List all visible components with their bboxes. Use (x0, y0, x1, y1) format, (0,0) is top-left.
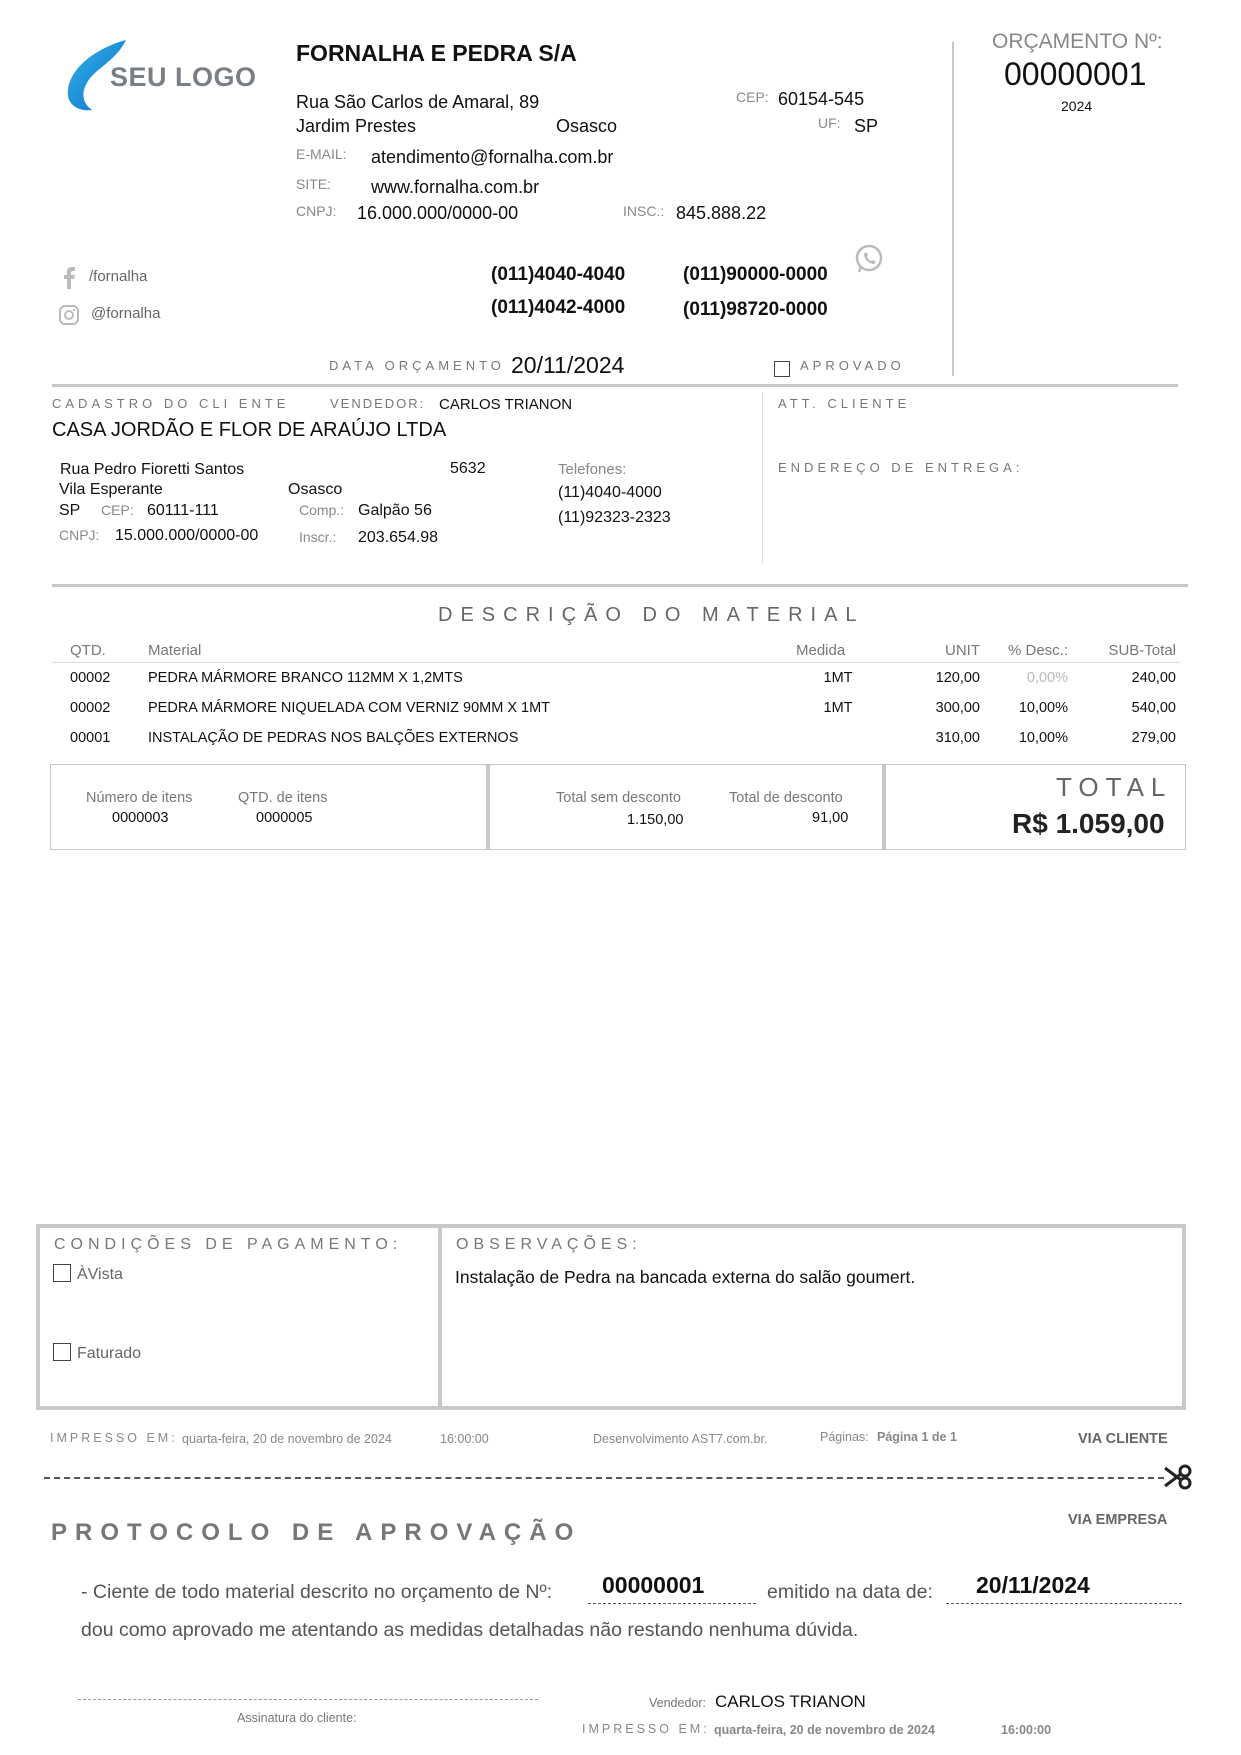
approved-checkbox[interactable] (774, 361, 790, 377)
company-site: www.fornalha.com.br (371, 177, 540, 197)
pages-label: Páginas: (820, 1430, 869, 1444)
quote-number-underline (588, 1603, 756, 1604)
protocol-line1-prefix: - Ciente de todo material descrito no orçamento de Nº: (81, 1581, 553, 1603)
qty-items: 0000005 (256, 810, 313, 826)
quote-number: 00000001 (1004, 56, 1147, 92)
client-cnpj: 15.000.000/0000-00 (115, 527, 259, 544)
total-discount: 91,00 (812, 810, 849, 826)
delivery-address-label: ENDEREÇO DE ENTREGA: (778, 460, 1024, 475)
scissors-icon (1163, 1464, 1193, 1490)
approved-label: APROVADO (800, 358, 905, 373)
client-name: CASA JORDÃO E FLOR DE ARAÚJO LTDA (52, 419, 447, 441)
col-qtd: QTD. (52, 638, 140, 663)
client-city: Osasco (288, 481, 343, 498)
logo-text: SEU LOGO (110, 62, 257, 92)
client-uf: SP (59, 502, 81, 519)
cell-desc: 10,00% (1018, 700, 1068, 716)
company-cep: 60154-545 (778, 89, 865, 109)
client-section-label: CADASTRO DO CLI ENTE (52, 396, 290, 411)
protocol-line2: dou como aprovado me atentando as medidas detalhadas não restando nenhuma dúvida. (81, 1619, 859, 1641)
payment-avista-label: ÀVista (77, 1266, 123, 1283)
protocol-seller-label: Vendedor: (649, 1696, 706, 1710)
observations-label: OBSERVAÇÕES: (456, 1236, 642, 1253)
company-email-label: E-MAIL: (296, 146, 347, 162)
materials-title: DESCRIÇÃO DO MATERIAL (438, 604, 865, 626)
col-subtotal: SUB-Total (1072, 638, 1180, 663)
col-unit: UNIT (884, 638, 984, 663)
client-phone-2: (11)92323-2323 (558, 509, 671, 526)
client-cep-label: CEP: (101, 502, 134, 518)
cell-medida (792, 723, 884, 753)
cell-desc: 0,00% (1026, 670, 1068, 686)
seller-label: VENDEDOR: (330, 396, 426, 411)
cut-line (44, 1477, 1164, 1479)
table-row (52, 693, 1180, 723)
total-label: TOTAL (1056, 772, 1173, 802)
payment-label: CONDIÇÕES DE PAGAMENTO: (54, 1236, 403, 1253)
pages-value: Página 1 de 1 (877, 1430, 957, 1444)
company-insc: 845.888.22 (676, 203, 767, 223)
qty-items-label: QTD. de itens (238, 790, 328, 806)
cell-material: INSTALAÇÃO DE PEDRAS NOS BALÇÕES EXTERNOS (148, 730, 519, 746)
company-instagram: @fornalha (91, 305, 161, 322)
printed-label: IMPRESSO EM: (50, 1431, 178, 1445)
protocol-printed-label: IMPRESSO EM: (582, 1722, 710, 1736)
company-facebook: /fornalha (89, 268, 148, 285)
client-cnpj-label: CNPJ: (59, 527, 100, 543)
total-no-discount-label: Total sem desconto (556, 790, 681, 806)
company-cnpj-label: CNPJ: (296, 203, 337, 219)
quote-date-label: DATA ORÇAMENTO (329, 358, 505, 373)
company-district: Jardim Prestes (296, 116, 417, 136)
header-divider (952, 42, 954, 376)
client-comp: Galpão 56 (358, 502, 432, 519)
via-cliente: VIA CLIENTE (1078, 1431, 1168, 1447)
col-material: Material (140, 638, 792, 663)
instagram-icon (58, 304, 80, 326)
observations-text: Instalação de Pedra na bancada externa do salão goumert. (455, 1267, 916, 1287)
client-inscr-label: Inscr.: (299, 529, 337, 545)
cell-qtd: 00002 (70, 670, 111, 686)
company-logo (66, 38, 266, 114)
client-number: 5632 (450, 460, 486, 477)
company-whatsapp-2: (011)98720-0000 (683, 299, 828, 320)
company-city: Osasco (556, 116, 618, 136)
materials-header-row (52, 638, 1180, 663)
table-row (52, 723, 1180, 753)
cell-unit: 120,00 (935, 670, 980, 686)
company-insc-label: INSC.: (623, 203, 665, 219)
client-address: Rua Pedro Fioretti Santos (60, 461, 245, 478)
company-site-label: SITE: (296, 176, 332, 192)
protocol-seller: CARLOS TRIANON (715, 1692, 866, 1711)
printed-date: quarta-feira, 20 de novembro de 2024 (182, 1432, 392, 1446)
header-rule (52, 384, 1178, 387)
company-uf-label: UF: (818, 115, 841, 131)
materials-table (52, 638, 1180, 753)
summary-divider-1 (486, 764, 490, 850)
col-desc: % Desc.: (984, 638, 1072, 663)
client-phone-1: (11)4040-4000 (558, 484, 662, 501)
cell-subtotal: 279,00 (1131, 730, 1176, 746)
payment-faturado-label: Faturado (77, 1345, 142, 1362)
company-name: FORNALHA E PEDRA S/A (296, 40, 577, 66)
company-phone-1: (011)4040-4040 (491, 264, 626, 285)
cell-medida: 1MT (823, 700, 853, 716)
total-discount-label: Total de desconto (729, 790, 843, 806)
table-row (52, 663, 1180, 694)
developer-credit: Desenvolvimento AST7.com.br. (593, 1432, 768, 1446)
facebook-icon (60, 267, 78, 289)
cell-medida: 1MT (823, 670, 853, 686)
payment-avista-checkbox[interactable] (53, 1264, 71, 1282)
company-phone-2: (011)4042-4000 (491, 297, 626, 318)
seller-name: CARLOS TRIANON (439, 396, 573, 413)
company-address: Rua São Carlos de Amaral, 89 (296, 92, 540, 112)
client-comp-label: Comp.: (299, 502, 345, 518)
cell-material: PEDRA MÁRMORE BRANCO 112MM X 1,2MTS (148, 670, 463, 686)
client-phones-label: Telefones: (558, 461, 627, 478)
company-uf: SP (854, 116, 879, 136)
cell-subtotal: 240,00 (1131, 670, 1176, 686)
cell-unit: 300,00 (935, 700, 980, 716)
date-underline (946, 1603, 1182, 1604)
num-items-label: Número de itens (86, 790, 193, 806)
protocol-title: PROTOCOLO DE APROVAÇÃO (51, 1519, 582, 1546)
signature-label: Assinatura do cliente: (237, 1711, 357, 1725)
via-empresa: VIA EMPRESA (1068, 1512, 1168, 1528)
payment-faturado-checkbox[interactable] (53, 1343, 71, 1361)
signature-line (78, 1699, 538, 1700)
client-district: Vila Esperante (59, 481, 163, 498)
col-medida: Medida (792, 638, 884, 663)
total-no-discount: 1.150,00 (627, 812, 684, 828)
company-cnpj: 16.000.000/0000-00 (357, 203, 519, 223)
client-cep: 60111-111 (147, 502, 219, 519)
cell-subtotal: 540,00 (1131, 700, 1176, 716)
cell-qtd: 00001 (70, 730, 111, 746)
client-inscr: 203.654.98 (358, 529, 439, 546)
protocol-date: 20/11/2024 (976, 1572, 1090, 1598)
cell-qtd: 00002 (70, 700, 111, 716)
protocol-line1-middle: emitido na data de: (767, 1581, 933, 1603)
printed-time: 16:00:00 (440, 1432, 489, 1446)
client-rule (52, 584, 1188, 587)
quote-year: 2024 (1061, 98, 1093, 114)
company-email: atendimento@fornalha.com.br (371, 147, 614, 167)
protocol-printed-time: 16:00:00 (1001, 1723, 1052, 1737)
cell-material: PEDRA MÁRMORE NIQUELADA COM VERNIZ 90MM X 1MT (148, 700, 551, 716)
num-items: 0000003 (112, 810, 169, 826)
cell-unit: 310,00 (935, 730, 980, 746)
quote-date: 20/11/2024 (511, 352, 625, 378)
company-cep-label: CEP: (736, 89, 769, 105)
quote-number-label: ORÇAMENTO Nº: (992, 30, 1163, 53)
client-divider (762, 393, 763, 563)
protocol-quote-number: 00000001 (602, 1572, 705, 1598)
summary-divider-2 (882, 764, 886, 850)
company-whatsapp-1: (011)90000-0000 (683, 264, 828, 285)
cell-desc: 10,00% (1018, 730, 1068, 746)
total-value: R$ 1.059,00 (1012, 808, 1165, 839)
whatsapp-icon (854, 244, 884, 274)
protocol-printed-date: quarta-feira, 20 de novembro de 2024 (714, 1723, 935, 1737)
att-client-label: ATT. CLIENTE (778, 396, 911, 411)
